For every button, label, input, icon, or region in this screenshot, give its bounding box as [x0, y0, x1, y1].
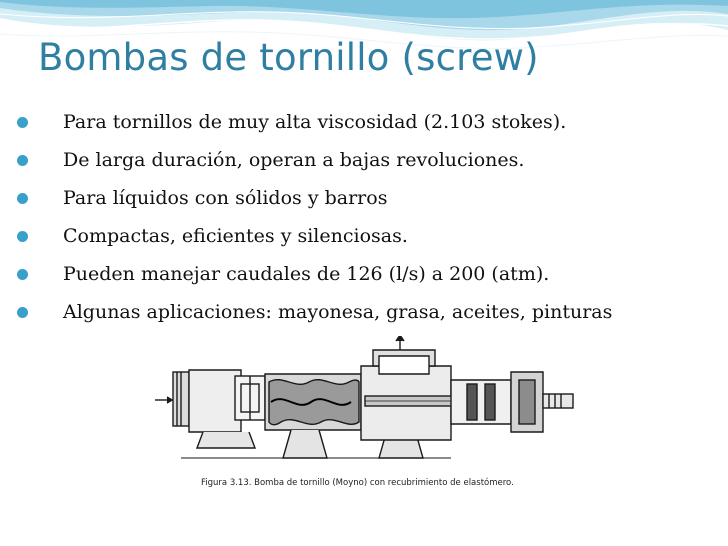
bullet-icon — [17, 155, 28, 166]
bullet-list — [17, 109, 697, 337]
bullet-icon — [17, 231, 28, 242]
figure-caption: Figura 3.13. Bomba de tornillo (Moyno) con recubrimiento de elastómero. — [201, 478, 514, 488]
pump-figure — [151, 336, 586, 494]
bullet-text: Algunas aplicaciones: mayonesa, grasa, aceites, pinturas — [63, 301, 613, 323]
bullet-text: De larga duración, operan a bajas revoluciones. — [63, 149, 525, 171]
bullet-item — [17, 261, 697, 288]
bullet-icon — [17, 193, 28, 204]
bullet-text: Para líquidos con sólidos y barros — [63, 187, 388, 209]
bullet-item — [17, 223, 697, 250]
bullet-icon — [17, 269, 28, 280]
bullet-item — [17, 299, 697, 326]
bullet-text: Compactas, eficientes y silenciosas. — [63, 225, 408, 247]
bullet-icon — [17, 117, 28, 128]
bullet-icon — [17, 307, 28, 318]
bullet-item — [17, 185, 697, 212]
screw-pump-drawing — [151, 336, 586, 494]
bullet-item — [17, 109, 697, 136]
bullet-text: Pueden manejar caudales de 126 (l/s) a 200 (atm). — [63, 263, 550, 285]
bullet-item — [17, 147, 697, 174]
slide-title: Bombas de tornillo (screw) — [38, 36, 539, 79]
bullet-text: Para tornillos de muy alta viscosidad (2.103 stokes). — [63, 111, 567, 133]
